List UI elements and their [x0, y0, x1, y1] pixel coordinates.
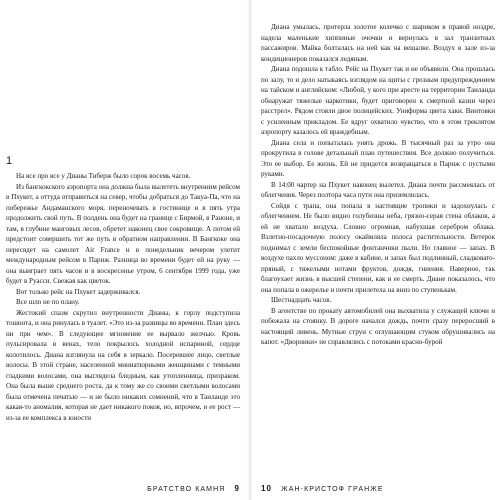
- paragraph: В агентстве по прокату автомобилей она выхватила у служащей ключи и побежала на стоянку. В дороге начался дождь, почти сразу переросший в настоящий ливень. Мутные струи с оглушающим стуком обрушивались на капот. «Дворники» не справлялись с потоками красно-бурой: [261, 306, 495, 346]
- running-title: ЖАН-КРИСТОФ ГРАНЖЕ: [281, 486, 384, 493]
- right-page-text: [261, 22, 495, 480]
- page-number: 10: [261, 484, 273, 493]
- left-page-footer: [147, 484, 240, 493]
- paragraph: Диана подошла к табло. Рейс на Пхукет так и не объявили. Она прошлась по залу, то и дело натыкаясь взглядом на щиты с грозным предупреждением на тайском и английском: «Любой, у кого при аресте на территории Таиланда обнаружат тяжелые наркотики, будет приговорен к смертной казни через расстрел». Рядом стояли двое полицейских. Униформа цвета хаки. Винтовки с усиленным прикладом. Ее вдруг охватило чувство, что в этом треклятом аэропорту казалось ей враждебным.: [261, 65, 495, 136]
- paragraph: На все про все у Дианы Тиберж было сорок восемь часов.: [16, 172, 191, 180]
- paragraph: Сойдя с трапа, она попала в настоящие тропики и задохнулась с облегчением. Не было видно голубизны неба, грязно-серая стена облаков, а ей не хватало воздуха. Словно огромная, набухшая серебром облака. Взлетно-посадочную полосу окаймляла полоса растительности. Ветерок поднимал с земли беспокойные фонтанчики пыли. Но главное — запах. В воздухе пахло муссоном: даже в кабине, и запах был подлинный, сладковато-пряный, с тяжелыми нотами фруктов, дождя, гниения. Наверное, так благоухает жизнь в высшей степени, как и ее смерть. Диане показалось, что она попала в ожерелье и почти прилетела на вниз по ступенькам.: [261, 201, 495, 294]
- left-page-text: [6, 171, 240, 480]
- paragraph: Из бангкокского аэропорта она должна была вылететь внутренним рейсом в Пхукет, а оттуда отправиться на север, чтобы добраться до Такуа-Па, что на побережье Андаманского моря, переночевать в гостинице и в пять утра продолжить свой путь. В полдень она будет на границе с Бирмой, в Раноне, и там, в глубине манговых лесов, обретет наконец свое сокровище. А потом ей предстоит совершить тот же путь в обратном направлении. В Бангкоке она пересядет на самолет Air France и в понедельник вечером улетит международным рейсом в Париж. Разница во времени будет ей на руку — она выиграет пять часов и в воскресенье утром, 6 сентября 1999 года, уже будет в Руасси. Свежая как цветок.: [6, 182, 240, 285]
- running-title: БРАТСТВО КАМНЯ: [147, 486, 226, 493]
- page-number: 9: [234, 484, 240, 493]
- paragraph: Диана села и попыталась унять дрожь. В тысячный раз за утро она прокрутила в голове детальный план путешествия. Все должно получиться. Это ее выбор. Ее жизнь. Ей не придется возвращаться в Париж с пустыми руками.: [261, 138, 495, 178]
- paragraph: Жестокий спазм скрутил внутренности Дианы, к горлу подступила тошнота, и она ринулась в туалет. «Это из-за разницы во времени. План здесь ни при чем». В следующее мгновение ее вырвало желчью. Кровь пульсировала в венах, тело покрылось холодной испариной, сердце колотилось. Диана взглянула на себя в зеркало. Посеревшее лицо, светлые волосы. В этой стране, населенной миниатюрными женщинами с темными гладкими волосами, она выглядела бледным, как утопленница, призраком. Она была выше среднего роста, да к тому же со своими светлыми волосами была отмечена печатью — и не было никаких сомнений, что в Таиланде это какая-то аномалия, которая не дает никакого покоя, но, впрочем, и ее рост — из-за ее комплекса в юности: [6, 308, 240, 422]
- right-page-footer: [261, 484, 384, 493]
- paragraph: Вот только рейс на Пхукет задерживался.: [16, 287, 141, 296]
- paragraph: В 14:00 чартер на Пхукет наконец вылетел. Диана почти рассмеялась от облегчения. Через полтора часа пути она приземлилась.: [261, 180, 495, 199]
- paragraph: Шестнадцать часов.: [271, 296, 332, 304]
- right-page: [253, 0, 500, 500]
- chapter-number: 1: [6, 155, 13, 167]
- paragraph: Все шло не по плану.: [16, 298, 80, 306]
- paragraph: Диана умылась, протерла золотое колечко с шариком в правой ноздре, надела маленькие хиппиные очочки и вернулась в зал транзитных пассажиров. Майка болталась на ней как на вешалке. Воздух в зале из-за кондиционеров показался ледяным.: [261, 23, 495, 63]
- left-page: [0, 0, 247, 500]
